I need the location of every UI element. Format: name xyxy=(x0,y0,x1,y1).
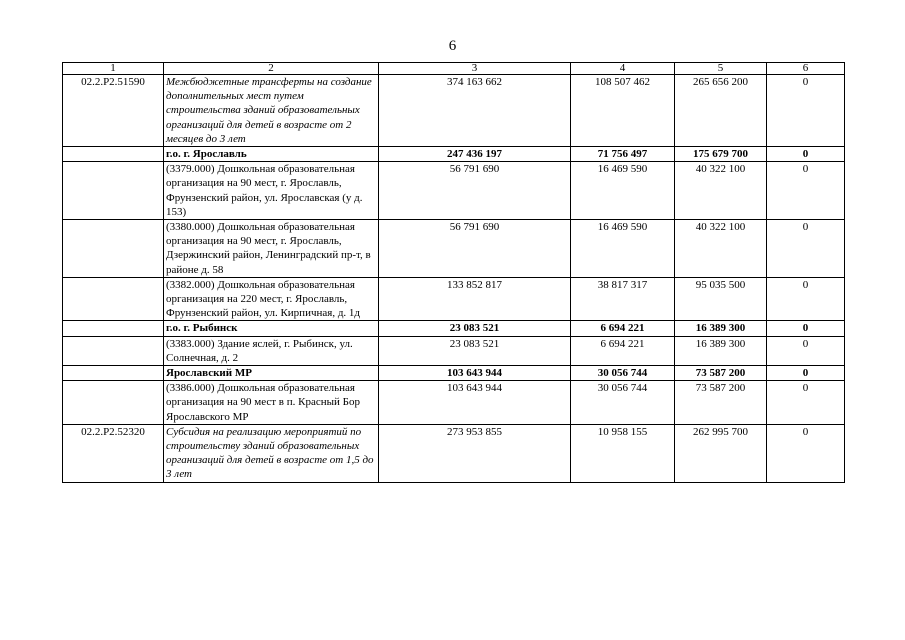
table-row xyxy=(63,381,845,425)
amount-col3: 247 436 197 xyxy=(379,147,571,162)
budget-code: 02.2.P2.52320 xyxy=(63,424,164,482)
column-header: 1 xyxy=(63,63,164,75)
amount-col5: 16 389 300 xyxy=(675,336,767,365)
amount-col4: 6 694 221 xyxy=(571,321,675,336)
amount-col5: 16 389 300 xyxy=(675,321,767,336)
amount-col4: 71 756 497 xyxy=(571,147,675,162)
amount-col5: 262 995 700 xyxy=(675,424,767,482)
amount-col4: 10 958 155 xyxy=(571,424,675,482)
amount-col6: 0 xyxy=(767,277,845,321)
budget-table xyxy=(62,62,845,483)
budget-code xyxy=(63,277,164,321)
table-row xyxy=(63,220,845,278)
row-description: г.о. г. Рыбинск xyxy=(164,321,379,336)
amount-col4: 38 817 317 xyxy=(571,277,675,321)
header-row xyxy=(63,63,845,75)
column-header: 5 xyxy=(675,63,767,75)
budget-code xyxy=(63,220,164,278)
budget-code xyxy=(63,147,164,162)
budget-code xyxy=(63,381,164,425)
amount-col5: 265 656 200 xyxy=(675,75,767,147)
amount-col3: 103 643 944 xyxy=(379,381,571,425)
amount-col5: 73 587 200 xyxy=(675,366,767,381)
amount-col3: 273 953 855 xyxy=(379,424,571,482)
row-description: (3382.000) Дошкольная образовательная организация на 220 мест, г. Ярославль, Фрунзенский район, ул. Кирпичная, д. 1д xyxy=(164,277,379,321)
amount-col6: 0 xyxy=(767,381,845,425)
row-description: (3386.000) Дошкольная образовательная организация на 90 мест в п. Красный Бор Ярославского МР xyxy=(164,381,379,425)
budget-code: 02.2.P2.51590 xyxy=(63,75,164,147)
row-description: г.о. г. Ярославль xyxy=(164,147,379,162)
column-header: 2 xyxy=(164,63,379,75)
amount-col4: 6 694 221 xyxy=(571,336,675,365)
column-header: 6 xyxy=(767,63,845,75)
table-row xyxy=(63,162,845,220)
budget-code xyxy=(63,366,164,381)
amount-col4: 16 469 590 xyxy=(571,220,675,278)
amount-col3: 23 083 521 xyxy=(379,336,571,365)
amount-col5: 73 587 200 xyxy=(675,381,767,425)
table-row xyxy=(63,321,845,336)
row-description: Субсидия на реализацию мероприятий по строительству зданий образовательных организаций для детей в возрасте от 1,5 до 3 лет xyxy=(164,424,379,482)
amount-col4: 16 469 590 xyxy=(571,162,675,220)
table-row xyxy=(63,277,845,321)
amount-col4: 108 507 462 xyxy=(571,75,675,147)
amount-col6: 0 xyxy=(767,162,845,220)
page-number: 6 xyxy=(448,38,457,54)
table-row xyxy=(63,75,845,147)
amount-col6: 0 xyxy=(767,424,845,482)
table-row xyxy=(63,424,845,482)
row-description: (3383.000) Здание яслей, г. Рыбинск, ул. Солнечная, д. 2 xyxy=(164,336,379,365)
amount-col4: 30 056 744 xyxy=(571,366,675,381)
table-row xyxy=(63,147,845,162)
amount-col4: 30 056 744 xyxy=(571,381,675,425)
amount-col6: 0 xyxy=(767,220,845,278)
row-description: (3379.000) Дошкольная образовательная организация на 90 мест, г. Ярославль, Фрунзенский район, ул. Ярославская (у д. 153) xyxy=(164,162,379,220)
amount-col3: 133 852 817 xyxy=(379,277,571,321)
amount-col3: 103 643 944 xyxy=(379,366,571,381)
amount-col6: 0 xyxy=(767,336,845,365)
row-description: (3380.000) Дошкольная образовательная организация на 90 мест, г. Ярославль, Дзержинский район, Ленинградский пр-т, в районе д. 58 xyxy=(164,220,379,278)
column-header: 4 xyxy=(571,63,675,75)
amount-col5: 40 322 100 xyxy=(675,162,767,220)
amount-col6: 0 xyxy=(767,147,845,162)
budget-code xyxy=(63,162,164,220)
row-description: Межбюджетные трансферты на создание дополнительных мест путем строительства зданий образовательных организаций для детей в возрасте от 2 месяцев до 3 лет xyxy=(164,75,379,147)
amount-col6: 0 xyxy=(767,321,845,336)
amount-col3: 23 083 521 xyxy=(379,321,571,336)
amount-col3: 56 791 690 xyxy=(379,162,571,220)
amount-col5: 95 035 500 xyxy=(675,277,767,321)
amount-col3: 56 791 690 xyxy=(379,220,571,278)
amount-col6: 0 xyxy=(767,75,845,147)
budget-code xyxy=(63,321,164,336)
table-row xyxy=(63,366,845,381)
row-description: Ярославский МР xyxy=(164,366,379,381)
budget-code xyxy=(63,336,164,365)
amount-col5: 175 679 700 xyxy=(675,147,767,162)
amount-col6: 0 xyxy=(767,366,845,381)
table-row xyxy=(63,336,845,365)
amount-col5: 40 322 100 xyxy=(675,220,767,278)
amount-col3: 374 163 662 xyxy=(379,75,571,147)
column-header: 3 xyxy=(379,63,571,75)
